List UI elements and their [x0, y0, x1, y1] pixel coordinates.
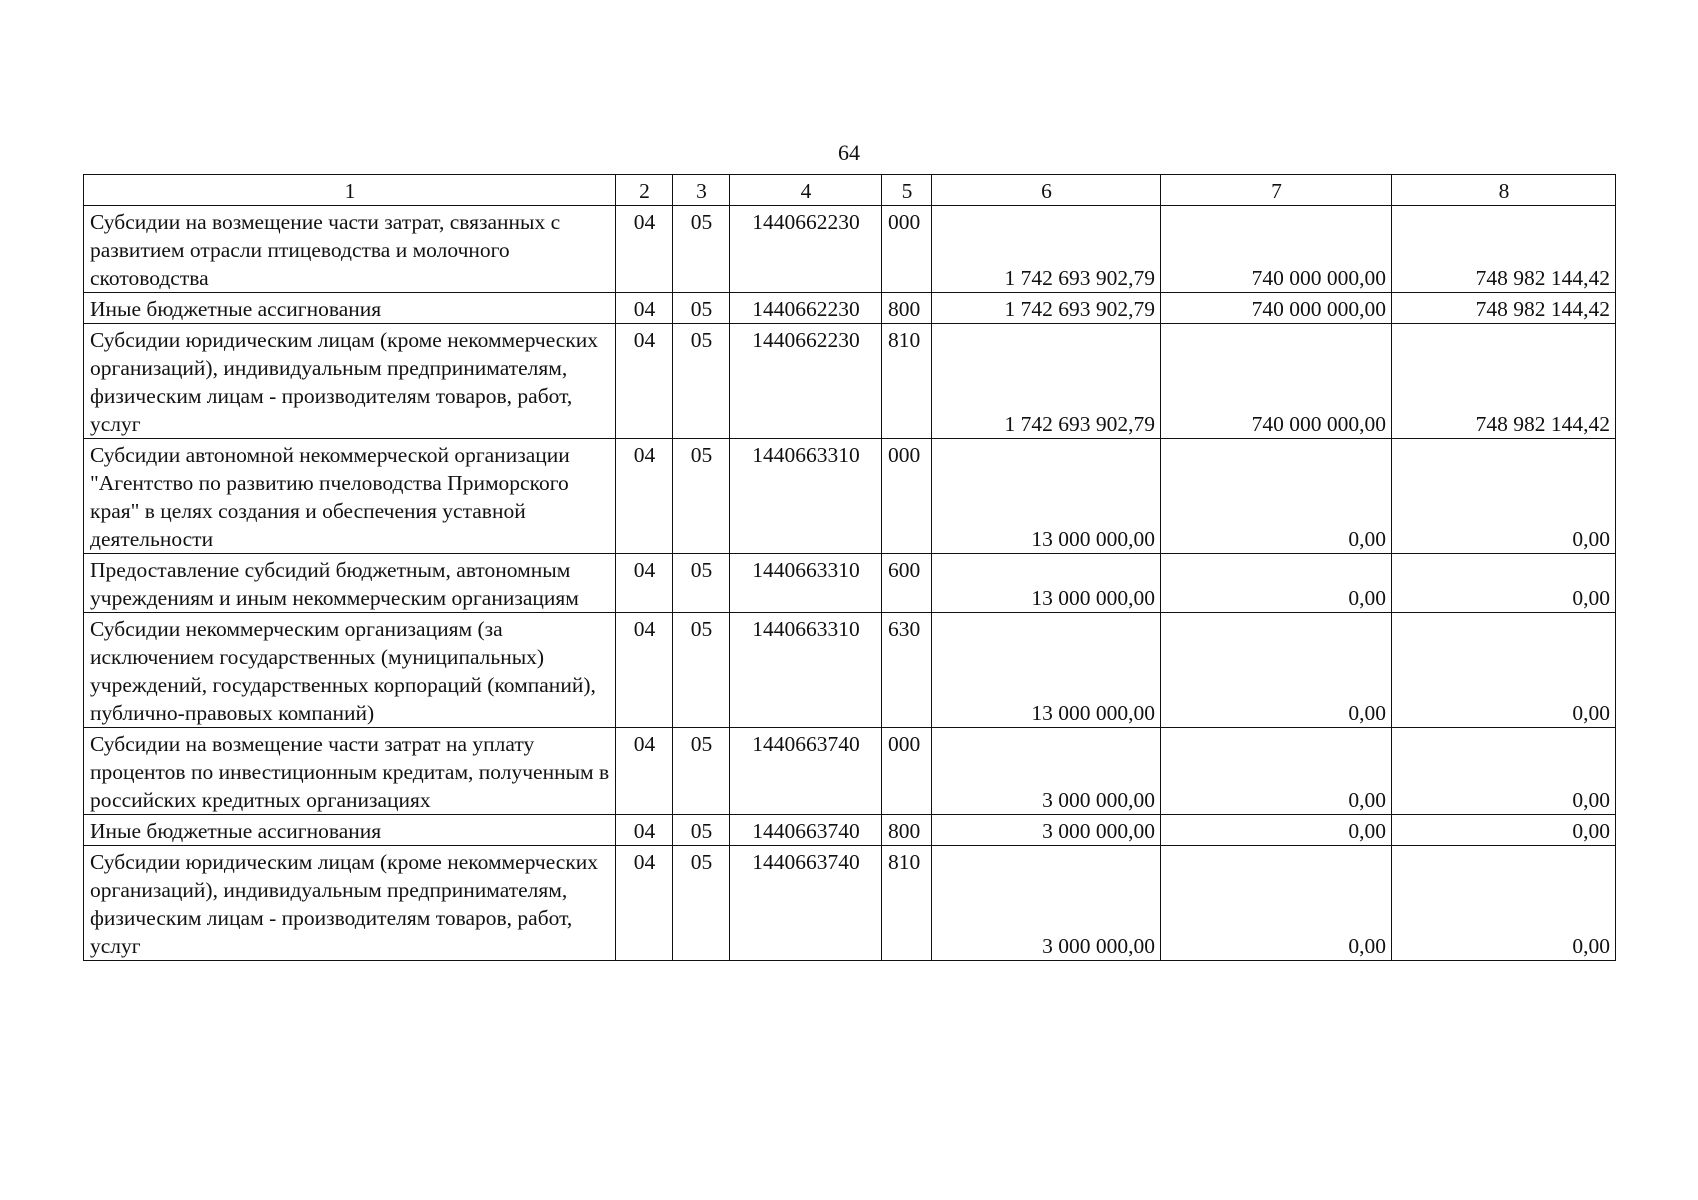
target-article-code: 1440663740 — [730, 815, 882, 846]
row-name: Предоставление субсидий бюджетным, автономным учреждениям и иным некоммерческим организациям — [84, 554, 616, 613]
section-code: 04 — [616, 554, 673, 613]
target-article-code: 1440663310 — [730, 613, 882, 728]
subsection-code: 05 — [673, 206, 730, 293]
column-header: 5 — [882, 175, 932, 206]
amount-col-7: 0,00 — [1161, 728, 1392, 815]
expense-type-code: 810 — [882, 324, 932, 439]
table-row — [84, 206, 1616, 293]
amount-col-6: 13 000 000,00 — [932, 439, 1161, 554]
target-article-code: 1440663310 — [730, 554, 882, 613]
expense-type-code: 630 — [882, 613, 932, 728]
table-row — [84, 728, 1616, 815]
section-code: 04 — [616, 846, 673, 961]
amount-col-7: 740 000 000,00 — [1161, 206, 1392, 293]
expense-type-code: 800 — [882, 293, 932, 324]
column-header: 4 — [730, 175, 882, 206]
expense-type-code: 810 — [882, 846, 932, 961]
row-name: Субсидии юридическим лицам (кроме некоммерческих организаций), индивидуальным предпринимателям, физическим лицам - производителям товаров, работ, услуг — [84, 324, 616, 439]
expense-type-code: 800 — [882, 815, 932, 846]
target-article-code: 1440662230 — [730, 206, 882, 293]
table-row — [84, 815, 1616, 846]
expense-type-code: 000 — [882, 728, 932, 815]
amount-col-6: 13 000 000,00 — [932, 613, 1161, 728]
section-code: 04 — [616, 206, 673, 293]
subsection-code: 05 — [673, 324, 730, 439]
target-article-code: 1440662230 — [730, 324, 882, 439]
amount-col-7: 0,00 — [1161, 613, 1392, 728]
target-article-code: 1440663740 — [730, 846, 882, 961]
column-header: 8 — [1392, 175, 1616, 206]
amount-col-8: 0,00 — [1392, 554, 1616, 613]
row-name: Субсидии на возмещение части затрат на уплату процентов по инвестиционным кредитам, полученным в российских кредитных организациях — [84, 728, 616, 815]
amount-col-8: 0,00 — [1392, 439, 1616, 554]
section-code: 04 — [616, 613, 673, 728]
row-name: Субсидии автономной некоммерческой организации "Агентство по развитию пчеловодства Приморского края" в целях создания и обеспечения уставной деятельности — [84, 439, 616, 554]
subsection-code: 05 — [673, 728, 730, 815]
row-name: Субсидии юридическим лицам (кроме некоммерческих организаций), индивидуальным предпринимателям, физическим лицам - производителям товаров, работ, услуг — [84, 846, 616, 961]
amount-col-6: 1 742 693 902,79 — [932, 206, 1161, 293]
table-row — [84, 613, 1616, 728]
amount-col-6: 3 000 000,00 — [932, 728, 1161, 815]
amount-col-6: 13 000 000,00 — [932, 554, 1161, 613]
column-header: 3 — [673, 175, 730, 206]
subsection-code: 05 — [673, 613, 730, 728]
amount-col-8: 748 982 144,42 — [1392, 206, 1616, 293]
column-header: 2 — [616, 175, 673, 206]
amount-col-6: 1 742 693 902,79 — [932, 324, 1161, 439]
table-row — [84, 293, 1616, 324]
amount-col-8: 748 982 144,42 — [1392, 324, 1616, 439]
column-header: 7 — [1161, 175, 1392, 206]
amount-col-7: 0,00 — [1161, 439, 1392, 554]
row-name: Субсидии некоммерческим организациям (за исключением государственных (муниципальных) учреждений, государственных корпораций (компаний), публично-правовых компаний) — [84, 613, 616, 728]
page-number: 64 — [838, 140, 860, 165]
amount-col-6: 1 742 693 902,79 — [932, 293, 1161, 324]
table-row — [84, 554, 1616, 613]
column-header: 6 — [932, 175, 1161, 206]
section-code: 04 — [616, 815, 673, 846]
target-article-code: 1440663310 — [730, 439, 882, 554]
section-code: 04 — [616, 439, 673, 554]
amount-col-8: 0,00 — [1392, 728, 1616, 815]
amount-col-7: 740 000 000,00 — [1161, 293, 1392, 324]
table-row — [84, 324, 1616, 439]
row-name: Субсидии на возмещение части затрат, связанных с развитием отрасли птицеводства и молочного скотоводства — [84, 206, 616, 293]
expense-type-code: 600 — [882, 554, 932, 613]
amount-col-7: 0,00 — [1161, 846, 1392, 961]
amount-col-7: 0,00 — [1161, 815, 1392, 846]
amount-col-8: 0,00 — [1392, 846, 1616, 961]
column-number-row — [84, 175, 1616, 206]
subsection-code: 05 — [673, 815, 730, 846]
subsection-code: 05 — [673, 554, 730, 613]
column-header: 1 — [84, 175, 616, 206]
budget-table — [83, 174, 1616, 961]
amount-col-6: 3 000 000,00 — [932, 846, 1161, 961]
amount-col-7: 740 000 000,00 — [1161, 324, 1392, 439]
amount-col-7: 0,00 — [1161, 554, 1392, 613]
target-article-code: 1440662230 — [730, 293, 882, 324]
amount-col-8: 0,00 — [1392, 613, 1616, 728]
row-name: Иные бюджетные ассигнования — [84, 815, 616, 846]
subsection-code: 05 — [673, 439, 730, 554]
target-article-code: 1440663740 — [730, 728, 882, 815]
expense-type-code: 000 — [882, 439, 932, 554]
expense-type-code: 000 — [882, 206, 932, 293]
section-code: 04 — [616, 728, 673, 815]
table-row — [84, 846, 1616, 961]
section-code: 04 — [616, 324, 673, 439]
subsection-code: 05 — [673, 293, 730, 324]
table-row — [84, 439, 1616, 554]
amount-col-8: 748 982 144,42 — [1392, 293, 1616, 324]
section-code: 04 — [616, 293, 673, 324]
subsection-code: 05 — [673, 846, 730, 961]
amount-col-6: 3 000 000,00 — [932, 815, 1161, 846]
amount-col-8: 0,00 — [1392, 815, 1616, 846]
row-name: Иные бюджетные ассигнования — [84, 293, 616, 324]
